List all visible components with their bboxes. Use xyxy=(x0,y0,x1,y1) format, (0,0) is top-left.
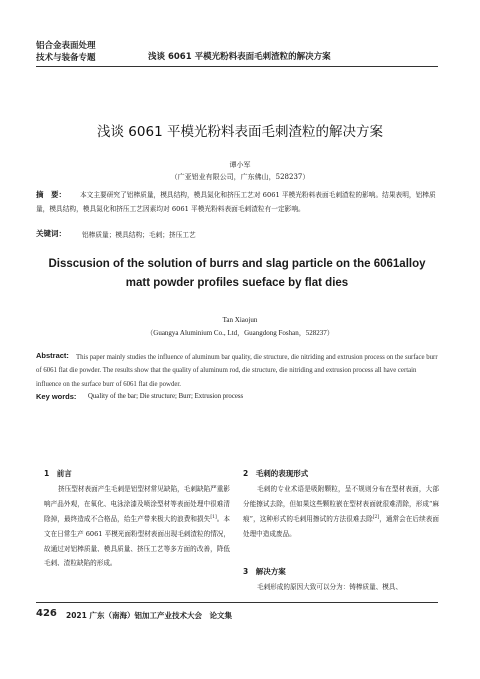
section-text-part: 毛刺的专业术语是吸附颗粒，呈不规则分布在型材表面，大部分能擦试去除，但如果这些颗粒嵌在型材表面就很难清除，形成“麻痕”，这种形式的毛刺用擦试的方法很难去除 xyxy=(243,485,439,524)
abstract-label-en: Abstract: xyxy=(36,351,69,360)
abstract-en: This paper mainly studies the influence of aluminum bar quality, die structure, die nitriding and extrusion process on the surface burr of 6061 flat die powder. The results show that the quality of aluminum rod, die structure, die nitriding and extrusion process all have certain influence on the surface burr of 6061 flat die powder. xyxy=(36,354,438,388)
journal-column-line-2: 技术与装备专题 xyxy=(36,53,96,63)
citation-ref: [1] xyxy=(210,515,217,521)
journal-column-tag xyxy=(36,40,108,64)
section-heading-introduction: 1 前言 xyxy=(44,469,72,478)
affiliation-en: （Guangya Aluminium Co., Ltd，Guangdong Foshan，528237） xyxy=(146,329,334,337)
section-text-part: 。本文在日常生产 6061 平模光面粉型材表面出现毛刺渣粒的情况，故通过对铝棒质量、模具质量、挤压工艺等多方面的改善，降低毛刺、渣粒缺陷的形成。 xyxy=(44,515,231,568)
citation-ref: [2] xyxy=(372,515,380,521)
section-body-solution xyxy=(243,580,439,595)
abstract-cn: 本文主要研究了铝棒质量，模具结构，模具氮化和挤压工艺对 6061 平模光粉料表面毛刺渣粒的影响。结果表明，铝棒质量，模具结构，模具氮化和挤压工艺因素均对 6061 平模光粉料表面毛刺渣粒有一定影响。 xyxy=(36,191,436,213)
header-divider xyxy=(36,66,438,67)
author-cn: 谭小军 xyxy=(229,161,251,169)
author-en: Tan Xiaojun xyxy=(222,316,258,324)
section-heading-solution: 3 解决方案 xyxy=(243,567,286,576)
keywords-cn: 铝棒质量；模具结构；毛刺；挤压工艺 xyxy=(82,231,196,239)
running-title: 浅谈 6061 平模光粉料表面毛刺渣粒的解决方案 xyxy=(148,52,331,62)
keywords-en: Quality of the bar; Die structure; Burr; Extrusion process xyxy=(88,393,244,400)
section-text-part: ，通常会在后续表面处理中造成废品。 xyxy=(243,515,440,538)
section-body-burr-forms xyxy=(243,482,439,542)
keywords-label-cn: 关键词： xyxy=(36,229,66,238)
abstract-label-cn: 摘 要： xyxy=(36,190,66,199)
footer-divider xyxy=(36,602,438,603)
section-text-part: 毛刺形成的原因大致可以分为：铸棒质量、模具、 xyxy=(257,583,403,591)
affiliation-cn: （广亚铝业有限公司，广东佛山，528237） xyxy=(170,173,310,181)
section-text-part: 挤压型材表面产生毛刺是铝型材常见缺陷，毛刺缺陷严重影响产品外观，在氧化、电泳涂漆及喷涂型材等表面处理中很难清除掉，最终造成不合格品，给生产带来极大的浪费和损失 xyxy=(44,485,230,524)
page-number: 426 xyxy=(36,608,57,619)
section-heading-burr-forms: 2 毛刺的表现形式 xyxy=(243,469,309,478)
keywords-label-en: Key words: xyxy=(36,392,77,401)
paper-title-cn: 浅谈 6061 平模光粉料表面毛刺渣粒的解决方案 xyxy=(97,124,383,140)
conference-proceedings-title: 2021 广东（南海）铝加工产业技术大会 论文集 xyxy=(66,611,232,620)
paper-title-en: Disscusion of the solution of burrs and slag particle on the 6061alloy matt powder profiles sueface by flat dies xyxy=(48,258,426,289)
journal-column-line-1: 铝合金表面处理 xyxy=(36,41,96,51)
section-body-introduction xyxy=(44,482,230,571)
